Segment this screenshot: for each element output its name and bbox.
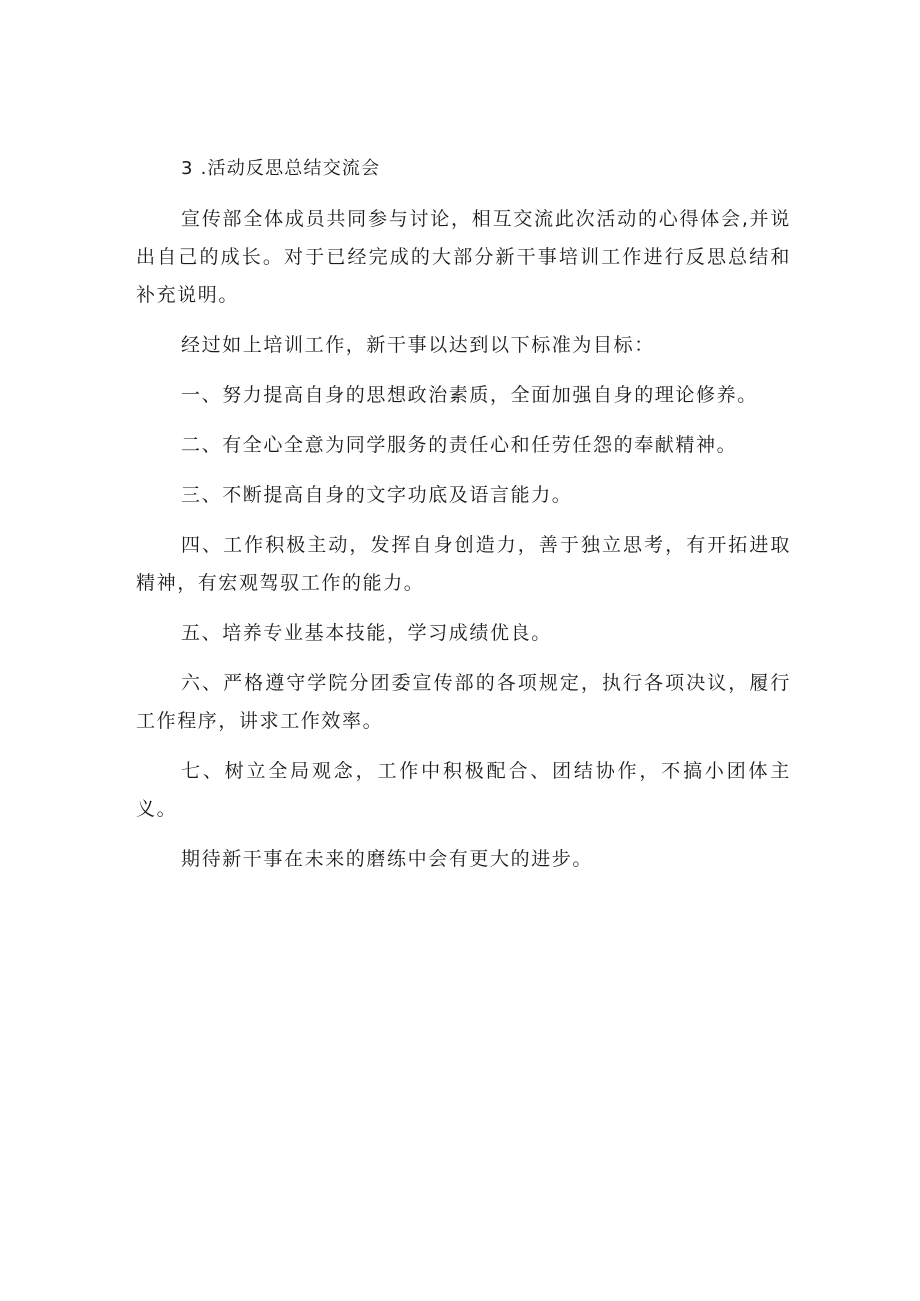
document-body: [136, 150, 791, 890]
goal-item-4: 四、工作积极主动，发挥自身创造力，善于独立思考，有开拓进取精神，有宏观驾驭工作的能力。: [136, 534, 791, 594]
goal-item-6: 六、严格遵守学院分团委宣传部的各项规定，执行各项决议，履行工作程序，讲求工作效率。: [136, 672, 791, 732]
goal-item-3: 三、不断提高自身的文字功底及语言能力。: [181, 484, 573, 506]
goal-item-2: 二、有全心全意为同学服务的责任心和任劳任怨的奉献精神。: [181, 434, 738, 456]
section-heading: 3 .活动反思总结交流会: [181, 158, 381, 179]
goal-item-5: 五、培养专业基本技能，学习成绩优良。: [181, 622, 552, 644]
goal-item-7: 七、树立全局观念，工作中积极配合、团结协作，不搞小团体主义。: [136, 760, 791, 820]
goal-item-1: 一、努力提高自身的思想政治素质，全面加强自身的理论修养。: [181, 384, 758, 406]
paragraph-closing: 期待新干事在未来的磨练中会有更大的进步。: [181, 848, 594, 870]
paragraph-summary: 宣传部全体成员共同参与讨论，相互交流此次活动的心得体会,并说出自己的成长。对于已经完成的大部分新干事培训工作进行反思总结和补充说明。: [136, 208, 791, 306]
paragraph-goals-intro: 经过如上培训工作，新干事以达到以下标准为目标：: [181, 334, 655, 356]
